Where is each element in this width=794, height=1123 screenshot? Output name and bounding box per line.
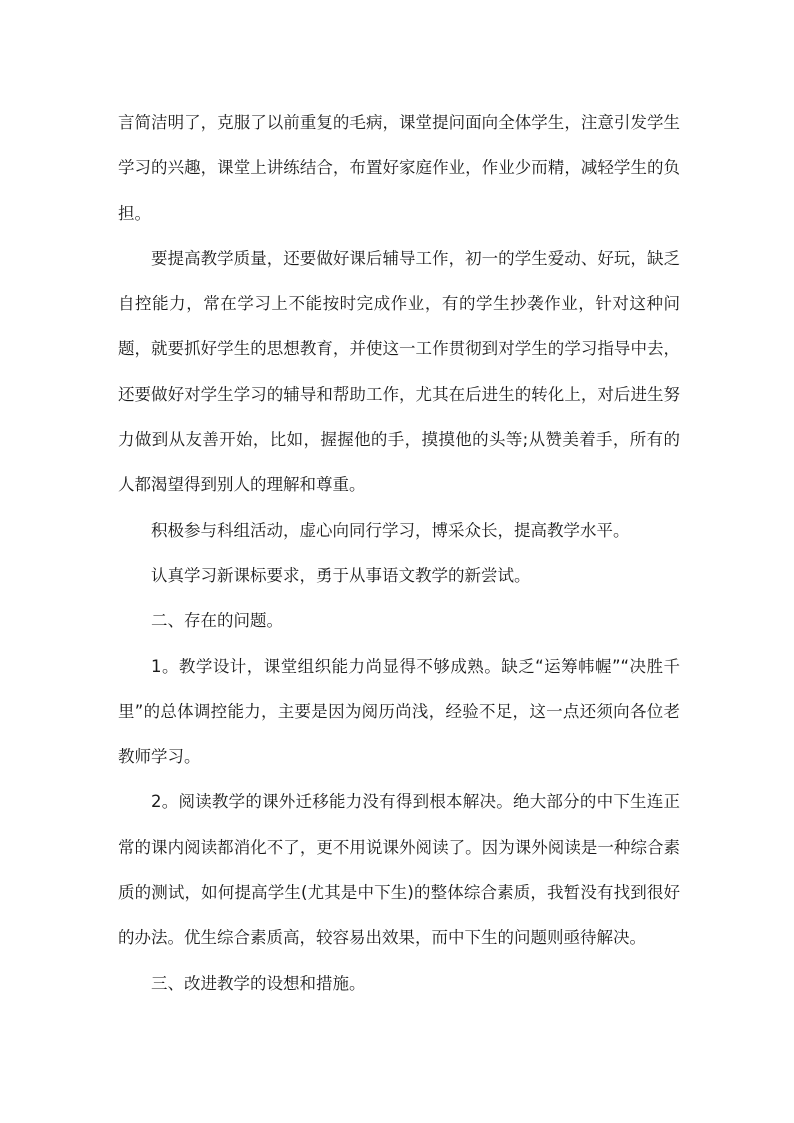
paragraph-3: 积极参与科组活动，虚心向同行学习，博采众长，提高教学水平。	[151, 520, 630, 540]
section-heading-improvements: 三、改进教学的设想和措施。	[151, 973, 366, 993]
document-body	[118, 100, 680, 1006]
paragraph-1: 言简洁明了，克服了以前重复的毛病，课堂提问面向全体学生，注意引发学生学习的兴趣，课堂上讲练结合，布置好家庭作业，作业少而精，减轻学生的负担。	[118, 113, 680, 223]
paragraph-7: 2。阅读教学的课外迁移能力没有得到根本解决。绝大部分的中下生连正常的课内阅读都消化不了，更不用说课外阅读了。因为课外阅读是一种综合素质的测试，如何提高学生(尤其是中下生)的整体综合素质，我暂没有找到很好的办法。优生综合素质高，较容易出效果，而中下生的问题则亟待解决。	[118, 792, 680, 948]
paragraph-4: 认真学习新课标要求，勇于从事语文教学的新尝试。	[151, 565, 531, 585]
paragraph-2: 要提高教学质量，还要做好课后辅导工作，初一的学生爱动、好玩，缺乏自控能力，常在学习上不能按时完成作业，有的学生抄袭作业，针对这种问题，就要抓好学生的思想教育，并使这一工作贯彻到对学生的学习指导中去，还要做好对学生学习的辅导和帮助工作，尤其在后进生的转化上，对后进生努力做到从友善开始，比如，握握他的手，摸摸他的头等;从赞美着手，所有的人都渴望得到别人的理解和尊重。	[118, 248, 680, 495]
paragraph-6: 1。教学设计，课堂组织能力尚显得不够成熟。缺乏“运筹帏幄”“决胜千里”的总体调控能力，主要是因为阅历尚浅，经验不足，这一点还须向各位老教师学习。	[118, 656, 680, 767]
section-heading-problems: 二、存在的问题。	[151, 611, 283, 631]
